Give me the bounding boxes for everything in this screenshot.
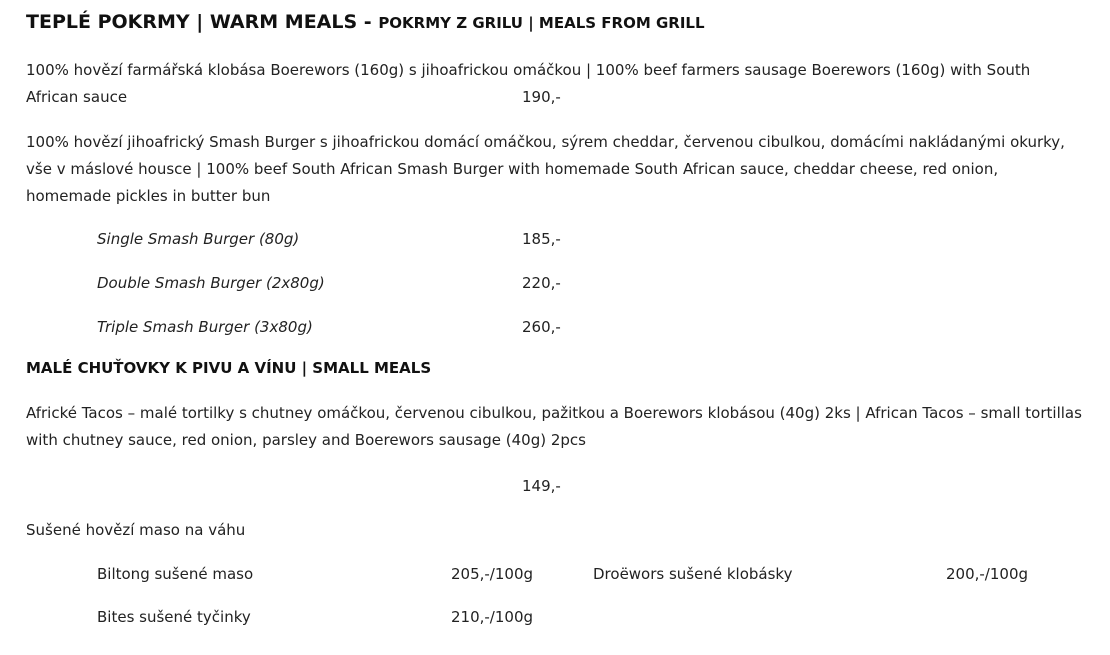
triple-burger-name: Triple Smash Burger (3x80g) [97, 318, 313, 336]
bites-price: 210,-/100g [451, 608, 534, 626]
bites-name: Bites sušené tyčinky [97, 608, 251, 626]
grill-subtitle: POKRMY Z GRILU | MEALS FROM GRILL [378, 14, 705, 32]
warm-meals-title: TEPLÉ POKRMY | WARM MEALS [26, 11, 358, 33]
droewors-price: 200,-/100g [946, 565, 1029, 583]
dried-meat-label: Sušené hovězí maso na váhu [26, 521, 246, 539]
boerewors-description: 100% hovězí farmářská klobása Boerewors (160g) s jihoafrickou omáčkou | 100% beef farmers sausage Boerewors (160g) with South African sauce [26, 61, 1031, 106]
tacos-price: 149,- [522, 477, 561, 495]
single-burger-price: 185,- [522, 230, 561, 248]
warm-meals-title-separator: - [357, 11, 379, 33]
smash-burger-description: 100% hovězí jihoafrický Smash Burger s jihoafrickou domácí omáčkou, sýrem cheddar, červenou cibulkou, domácími nakládanými okurky, vše v máslové housce | 100% beef South African Smash Burger with homemade South African sauce, cheddar cheese, red onion, homemade pickles in butter bun [26, 133, 1065, 205]
double-burger-name: Double Smash Burger (2x80g) [97, 274, 325, 292]
double-burger-price: 220,- [522, 274, 561, 292]
triple-burger-price: 260,- [522, 318, 561, 336]
biltong-name: Biltong sušené maso [97, 565, 254, 583]
boerewors-price: 190,- [522, 88, 561, 106]
warm-meals-heading [26, 11, 705, 33]
biltong-price: 205,-/100g [451, 565, 534, 583]
tacos-description: Africké Tacos – malé tortilky s chutney omáčkou, červenou cibulkou, pažitkou a Boerewors klobásou (40g) 2ks | African Tacos – small tortillas with chutney sauce, red onion, parsley and Boerewors sausage (40g) 2pcs [26, 404, 1082, 449]
single-burger-name: Single Smash Burger (80g) [97, 230, 300, 248]
small-meals-heading: MALÉ CHUŤOVKY K PIVU A VÍNU | SMALL MEALS [26, 359, 432, 377]
droewors-name: Droëwors sušené klobásky [593, 565, 793, 583]
